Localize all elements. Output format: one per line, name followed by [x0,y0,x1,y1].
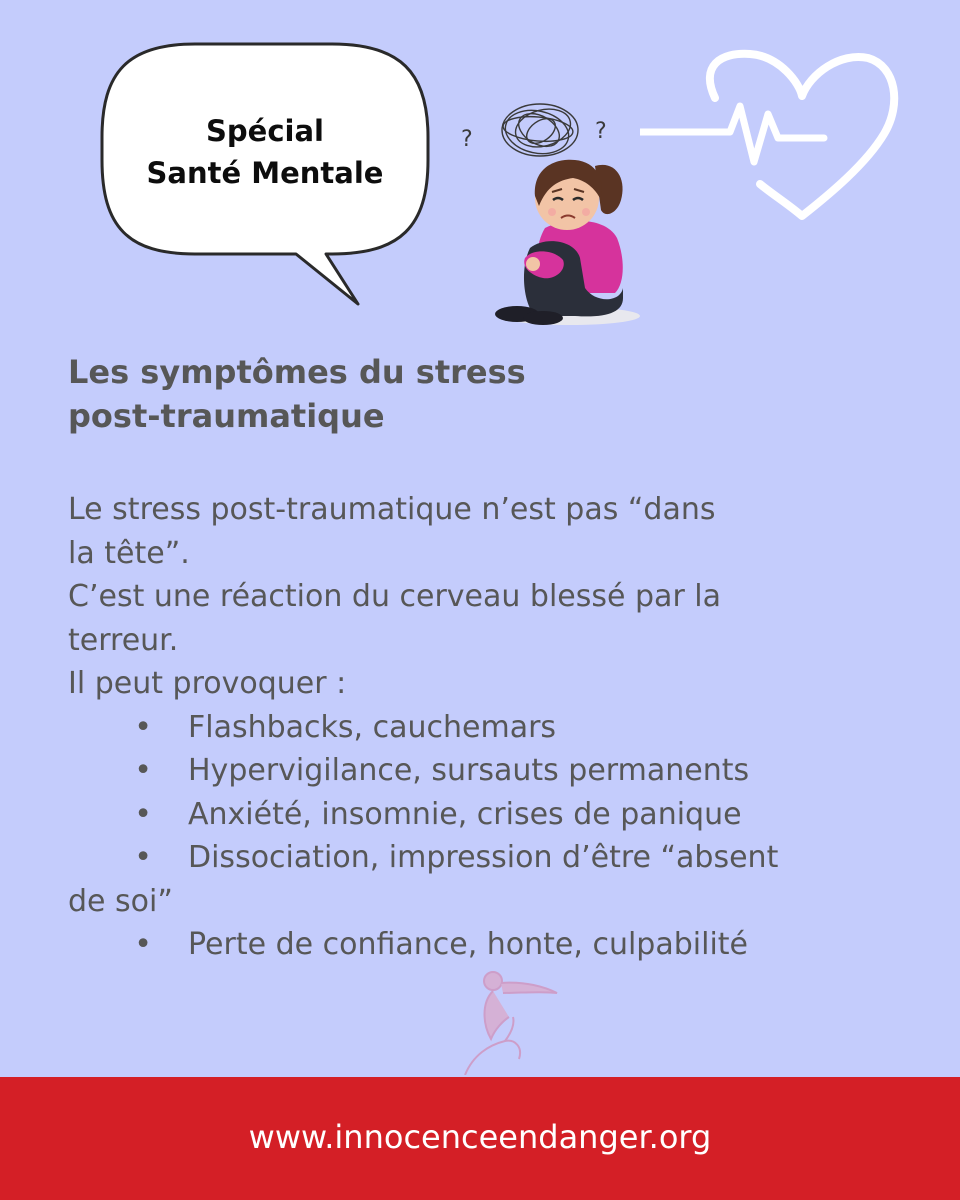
speech-bubble-text [120,110,410,194]
bullet: • [134,753,152,788]
bullet: • [134,840,152,875]
symptom-text: Hypervigilance, sursauts permanents [188,753,750,788]
page-title [68,350,888,438]
sad-girl-illustration [455,88,655,333]
list-item [68,923,928,967]
logo-watermark [445,963,565,1075]
heartbeat-heart-icon [640,44,900,224]
shoe-right [523,311,563,325]
list-item [68,793,928,837]
question-mark-right: ? [595,119,607,144]
blush-right [582,208,590,216]
list-item [68,836,928,923]
footer-bar [0,1077,960,1200]
bullet: • [134,709,152,745]
intro-line-2: la tête”. [68,535,190,571]
badge-line-1: Spécial [206,114,324,148]
intro-line-5: Il peut provoquer : [68,666,347,701]
body-text [68,488,928,967]
bullet: • [134,927,152,962]
blush-left [548,208,556,216]
intro-line-4: terreur. [68,622,179,658]
scribble-thought-icon [501,103,578,159]
symptom-text: Flashbacks, cauchemars [188,709,557,745]
symptom-text: Perte de confiance, honte, culpabilité [188,927,748,962]
speech-bubble [100,42,430,306]
title-line-2: post-traumatique [68,397,385,435]
bullet: • [134,796,152,832]
intro-line-1: Le stress post-traumatique n’est pas “dans [68,492,716,527]
intro-line-3: C’est une réaction du cerveau blessé par la [68,579,722,614]
website-link[interactable]: www.innocenceendanger.org [248,1118,712,1156]
symptom-text: Anxiété, insomnie, crises de panique [188,796,742,832]
hand [526,257,540,271]
list-item [68,749,928,793]
symptom-continuation: de soi” [68,883,173,919]
symptom-text: Dissociation, impression d’être “absent [188,840,779,875]
badge-line-2: Santé Mentale [146,156,384,190]
title-line-1: Les symptômes du stress [68,353,526,391]
question-mark-left: ? [461,127,473,152]
list-item [68,706,928,750]
symptoms-list [68,706,928,967]
